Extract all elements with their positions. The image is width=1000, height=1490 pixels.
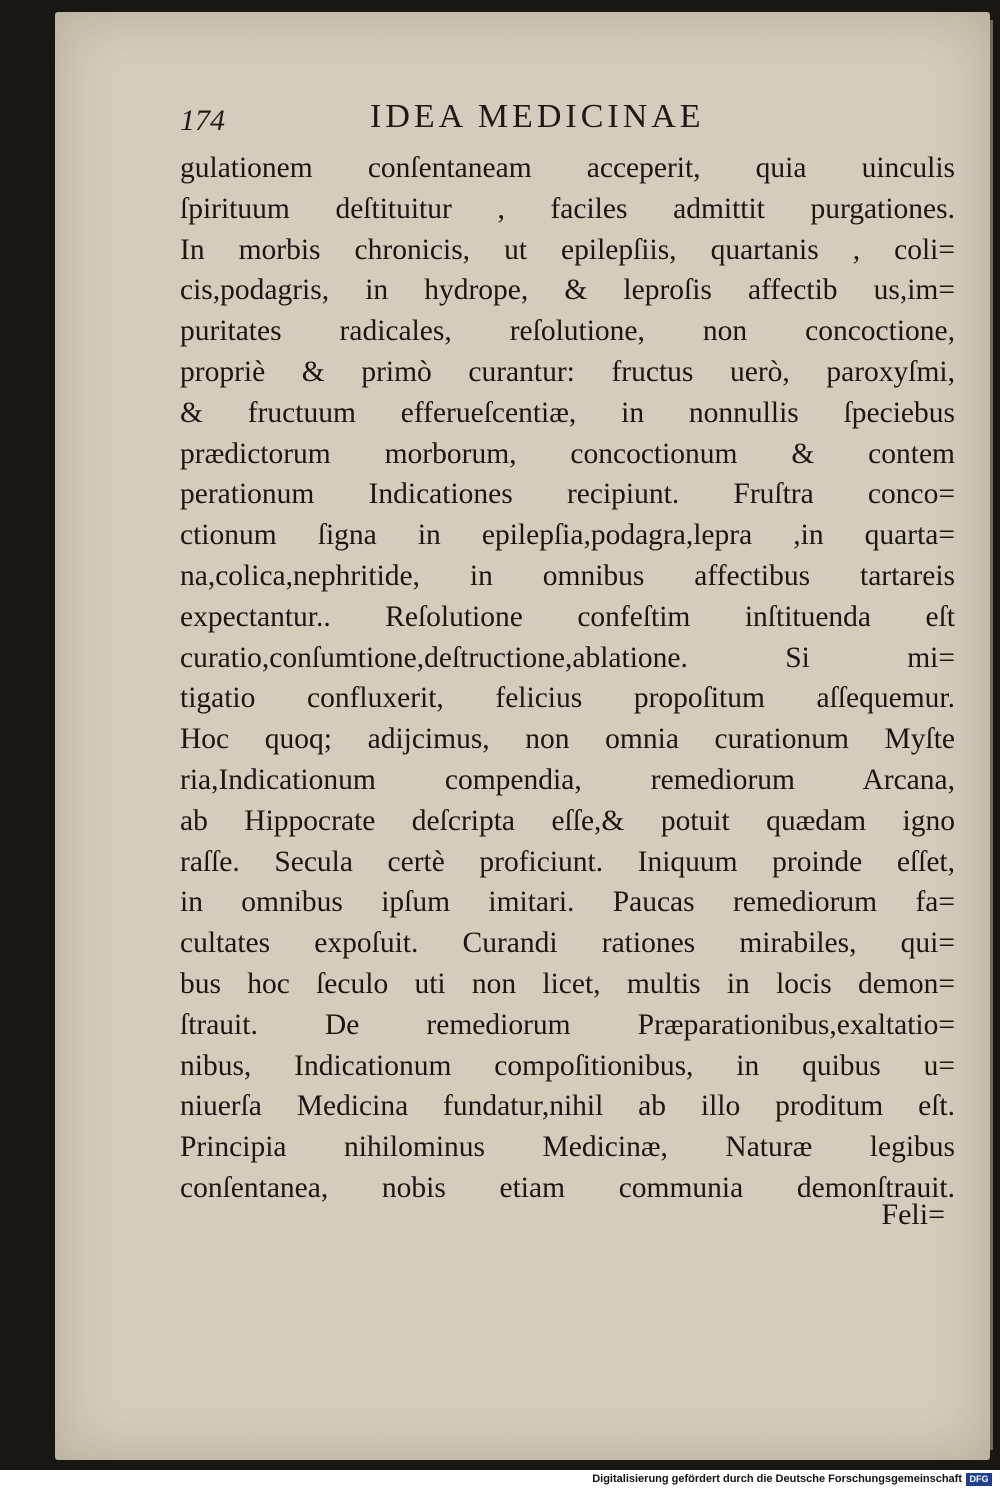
footer-bar bbox=[0, 1470, 1000, 1490]
text-line: ctionum ſigna in epilepſia,podagra,lepra ,in quarta= bbox=[180, 519, 955, 552]
funding-credit: Digitalisierung gefördert durch die Deutsche Forschungsgemeinschaft bbox=[592, 1473, 962, 1485]
text-line: ſpirituum deſtituitur , faciles admittit purgationes. bbox=[180, 192, 955, 225]
text-line: In morbis chronicis, ut epilepſiis, quartanis , coli= bbox=[180, 233, 955, 266]
text-line: gulationem conſentaneam acceperit, quia uinculis bbox=[180, 152, 955, 184]
catchword: Feli= bbox=[881, 1198, 945, 1231]
text-line: ab Hippocrate deſcripta eſſe,& potuit quædam igno bbox=[180, 804, 955, 837]
page-header bbox=[180, 98, 960, 143]
text-line: cultates expoſuit. Curandi rationes mirabiles, qui= bbox=[180, 927, 955, 960]
page-number: 174 bbox=[180, 104, 225, 137]
text-line: puritates radicales, reſolutione, non concoctione, bbox=[180, 315, 955, 348]
text-line: perationum Indicationes recipiunt. Fruſtra conco= bbox=[180, 478, 955, 511]
dfg-logo-icon: DFG bbox=[966, 1473, 992, 1486]
text-line: ria,Indicationum compendia, remediorum Arcana, bbox=[180, 763, 955, 796]
text-line: Principia nihilominus Medicinæ, Naturæ legibus bbox=[180, 1131, 955, 1164]
running-title: IDEA MEDICINAE bbox=[370, 98, 705, 135]
text-line: propriè & primò curantur: fructus uerò, paroxyſmi, bbox=[180, 355, 955, 388]
text-line: bus hoc ſeculo uti non licet, multis in locis demon= bbox=[180, 967, 955, 1000]
text-line: expectantur.. Reſolutione confeſtim inſtituenda eſt bbox=[180, 600, 955, 633]
text-line: niuerſa Medicina fundatur,nihil ab illo proditum eſt. bbox=[180, 1090, 955, 1123]
text-line: prædictorum morborum, concoctionum & contem bbox=[180, 437, 955, 470]
text-line: raſſe. Secula certè proficiunt. Iniquum proinde eſſet, bbox=[180, 845, 955, 878]
text-line: tigatio confluxerit, felicius propoſitum aſſequemur. bbox=[180, 682, 955, 715]
text-line: conſentanea, nobis etiam communia demonſtrauit. bbox=[180, 1171, 955, 1204]
body-text bbox=[180, 148, 955, 1209]
text-line: & fructuum efferueſcentiæ, in nonnullis ſpeciebus bbox=[180, 396, 955, 429]
text-line: Hoc quoq; adijcimus, non omnia curationum Myſte bbox=[180, 723, 955, 756]
text-line: cis,podagris, in hydrope, & leproſis affectib us,im= bbox=[180, 274, 955, 307]
text-line: nibus, Indicationum compoſitionibus, in quibus u= bbox=[180, 1049, 955, 1082]
text-line: na,colica,nephritide, in omnibus affectibus tartareis bbox=[180, 559, 955, 592]
text-line: ſtrauit. De remediorum Præparationibus,exaltatio= bbox=[180, 1008, 955, 1041]
text-line: in omnibus ipſum imitari. Paucas remediorum fa= bbox=[180, 886, 955, 919]
text-line: curatio,conſumtione,deſtructione,ablatione. Si mi= bbox=[180, 641, 955, 674]
